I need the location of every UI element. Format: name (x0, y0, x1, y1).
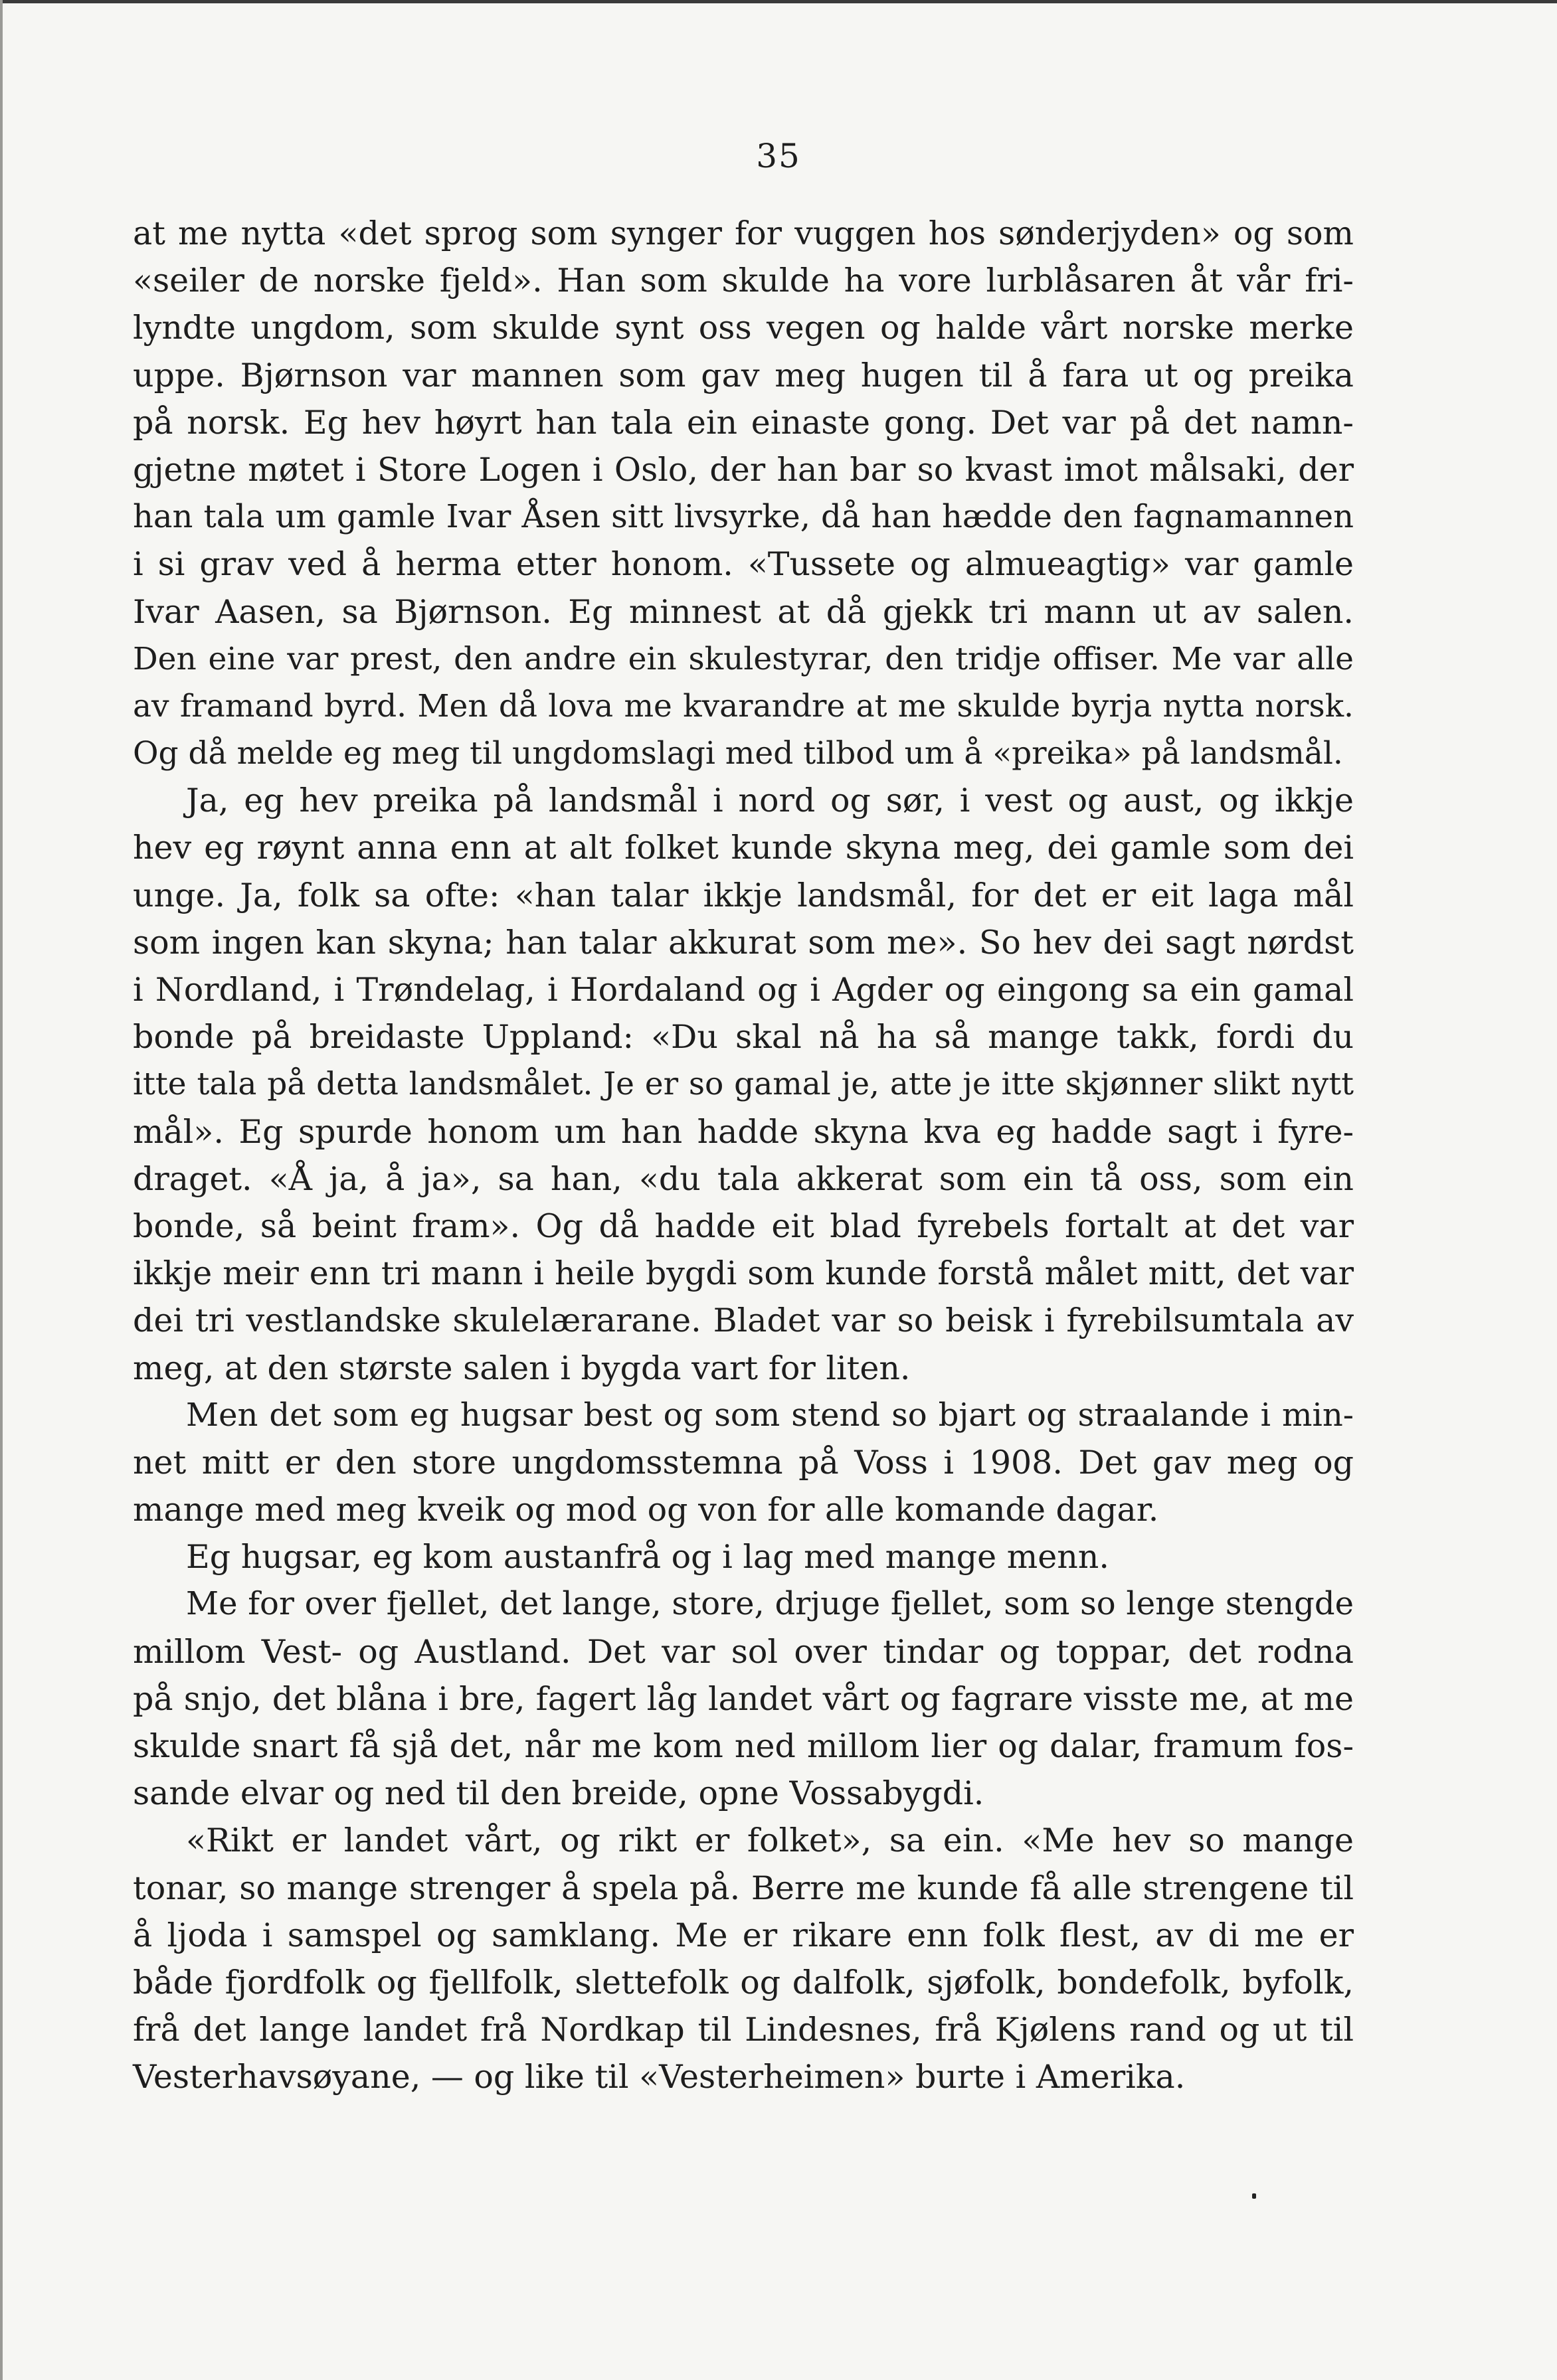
text-line: sande elvar og ned til den breide, opne Vossabygdi. (133, 1774, 984, 1813)
scan-left-edge (0, 0, 3, 2380)
text-line: «seiler de norske fjeld». Han som skulde ha vore lurblåsaren åt vår fri- (133, 262, 1354, 300)
text-line: tonar, so mange strenger å spela på. Berre me kunde få alle strengene til (133, 1869, 1354, 1907)
text-line: unge. Ja, folk sa ofte: «han talar ikkje landsmål, for det er eit laga mål (133, 876, 1354, 914)
text-line: Eg hugsar, eg kom austanfrå og i lag med mange menn. (186, 1538, 1109, 1576)
text-line: bonde på breidaste Uppland: «Du skal nå ha så mange takk, fordi du (133, 1018, 1354, 1057)
text-line: på norsk. Eg hev høyrt han tala ein einaste gong. Det var på det namn- (133, 403, 1354, 442)
text-line: Den eine var prest, den andre ein skulestyrar, den tridje offiser. Me var alle (133, 640, 1354, 677)
text-line: som ingen kan skyna; han talar akkurat som me». So hev dei sagt nørdst (133, 923, 1354, 962)
text-line: frå det lange landet frå Nordkap til Lindesnes, frå Kjølens rand og ut til (133, 2011, 1354, 2049)
text-line: i Nordland, i Trøndelag, i Hordaland og i Agder og eingong sa ein gamal (133, 971, 1354, 1009)
text-line: Me for over fjellet, det lange, store, drjuge fjellet, som so lenge stengde (186, 1585, 1354, 1623)
text-line: både fjordfolk og fjellfolk, slettefolk og dalfolk, sjøfolk, bondefolk, byfolk, (133, 1963, 1354, 2001)
text-line: ikkje meir enn tri mann i heile bygdi som kunde forstå målet mitt, det var (133, 1254, 1354, 1293)
text-line: bonde, så beint fram». Og då hadde eit blad fyrebels fortalt at det var (133, 1207, 1354, 1245)
text-line: net mitt er den store ungdomsstemna på Voss i 1908. Det gav meg og (133, 1443, 1354, 1482)
text-line: dei tri vestlandske skulelærarane. Bladet var so beisk i fyrebilsumtala av (133, 1302, 1354, 1340)
text-line: i si grav ved å herma etter honom. «Tussete og almueagtig» var gamle (133, 545, 1354, 584)
text-line: Men det som eg hugsar best og som stend so bjart og straalande i min- (186, 1396, 1354, 1434)
text-line: Og då melde eg meg til ungdomslagi med tilbod um å «preika» på landsmål. (133, 735, 1343, 772)
scan-top-edge (0, 0, 1557, 3)
body-text (133, 210, 1354, 2101)
text-line: Vesterhavsøyane, — og like til «Vesterheimen» burte i Amerika. (133, 2058, 1186, 2096)
text-line: skulde snart få sjå det, når me kom ned millom lier og dalar, framum fos- (133, 1727, 1354, 1765)
text-line: at me nytta «det sprog som synger for vuggen hos sønderjyden» og som (133, 214, 1354, 252)
text-line: gjetne møtet i Store Logen i Oslo, der han bar so kvast imot målsaki, der (133, 450, 1354, 489)
text-line: han tala um gamle Ivar Åsen sitt livsyrke, då han hædde den fagnamannen (133, 498, 1354, 536)
text-line: itte tala på detta landsmålet. Je er so gamal je, atte je itte skjønner slikt nytt (133, 1066, 1354, 1103)
text-line: mål». Eg spurde honom um han hadde skyna kva eg hadde sagt i fyre- (133, 1112, 1354, 1151)
text-line: millom Vest- og Austland. Det var sol over tindar og toppar, det rodna (133, 1632, 1354, 1671)
text-line: meg, at den største salen i bygda vart for liten. (133, 1349, 911, 1387)
text-line: uppe. Bjørnson var mannen som gav meg hugen til å fara ut og preika (133, 356, 1354, 394)
text-line: Ja, eg hev preika på landsmål i nord og sør, i vest og aust, og ikkje (186, 782, 1354, 820)
text-line: hev eg røynt anna enn at alt folket kunde skyna meg, dei gamle som dei (133, 829, 1354, 867)
text-line: på snjo, det blåna i bre, fagert låg landet vårt og fagrare visste me, at me (133, 1679, 1354, 1718)
ink-speck (1252, 2193, 1256, 2199)
page-number: 35 (756, 137, 801, 175)
text-line: lyndte ungdom, som skulde synt oss vegen og halde vårt norske merke (133, 309, 1354, 347)
text-line: mange med meg kveik og mod og von for alle komande dagar. (133, 1491, 1159, 1529)
text-line: å ljoda i samspel og samklang. Me er rikare enn folk flest, av di me er (133, 1916, 1354, 1954)
text-line: «Rikt er landet vårt, og rikt er folket», sa ein. «Me hev so mange (186, 1822, 1354, 1860)
text-line: Ivar Aasen, sa Bjørnson. Eg minnest at då gjekk tri mann ut av salen. (133, 592, 1354, 631)
text-line: av framand byrd. Men då lova me kvarandre at me skulde byrja nytta norsk. (133, 687, 1354, 724)
text-line: draget. «Å ja, å ja», sa han, «du tala akkerat som ein tå oss, som ein (133, 1159, 1354, 1198)
